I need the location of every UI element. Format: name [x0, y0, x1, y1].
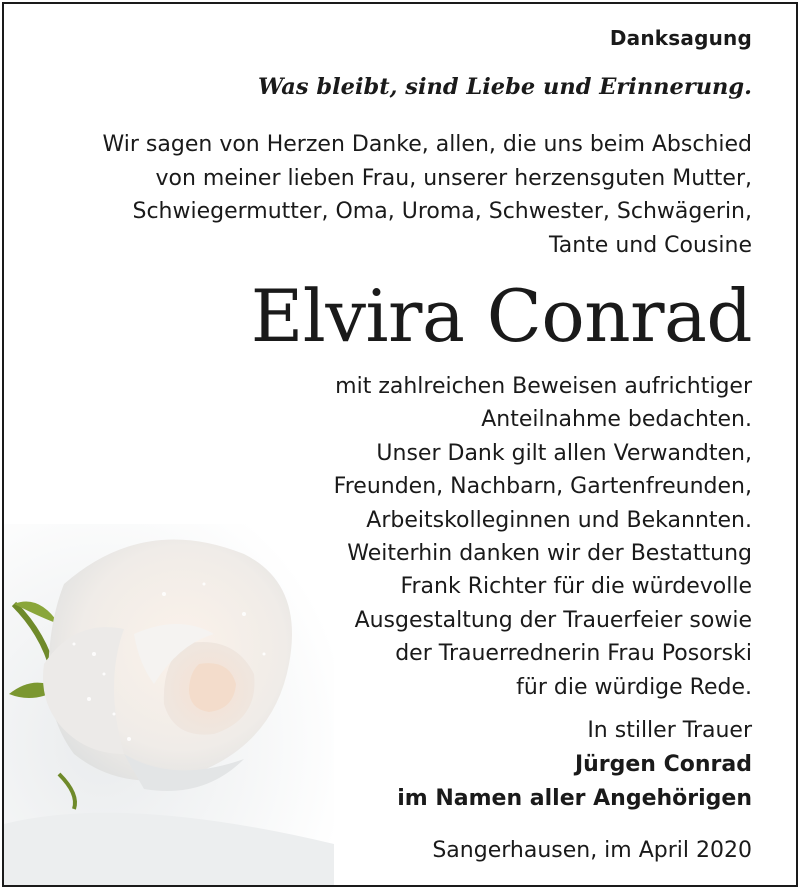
body-line: mit zahlreichen Beweisen aufrichtiger: [335, 374, 752, 399]
body-line: Anteilnahme bedachten.: [481, 407, 752, 433]
white-rose-image: [4, 524, 334, 887]
heading: Danksagung: [609, 26, 752, 50]
signoff-block: [397, 714, 752, 816]
intro-line: Schwiegermutter, Oma, Uroma, Schwester, Schwägerin,: [132, 199, 752, 224]
intro-line: Wir sagen von Herzen Danke, allen, die uns beim Abschied: [102, 132, 752, 157]
intro-paragraph: [103, 128, 752, 262]
signoff-line: In stiller Trauer: [587, 718, 752, 743]
signoff-relatives: im Namen aller Angehörigen: [397, 786, 752, 811]
body-line: Weiterhin danken wir der Bestattung: [347, 541, 752, 567]
body-line: für die würdige Rede.: [516, 674, 752, 700]
signer-name: Jürgen Conrad: [574, 752, 752, 777]
intro-line: von meiner lieben Frau, unserer herzensguten Mutter,: [155, 165, 752, 191]
notice-frame: [2, 2, 798, 887]
motto: Was bleibt, sind Liebe und Erinnerung.: [257, 74, 752, 100]
body-line: Frank Richter für die würdevolle: [400, 574, 752, 600]
body-line: Ausgestaltung der Trauerfeier sowie: [354, 607, 752, 633]
body-paragraph: [334, 370, 752, 704]
body-line: Arbeitskolleginnen und Bekannten.: [366, 507, 752, 533]
body-line: Freunden, Nachbarn, Gartenfreunden,: [333, 474, 752, 500]
body-line: der Trauerrednerin Frau Posorski: [395, 641, 752, 667]
intro-line: Tante und Cousine: [548, 232, 752, 258]
body-line: Unser Dank gilt allen Verwandten,: [376, 440, 752, 466]
place-date: Sangerhausen, im April 2020: [432, 838, 752, 863]
deceased-name: Elvira Conrad: [250, 274, 752, 358]
